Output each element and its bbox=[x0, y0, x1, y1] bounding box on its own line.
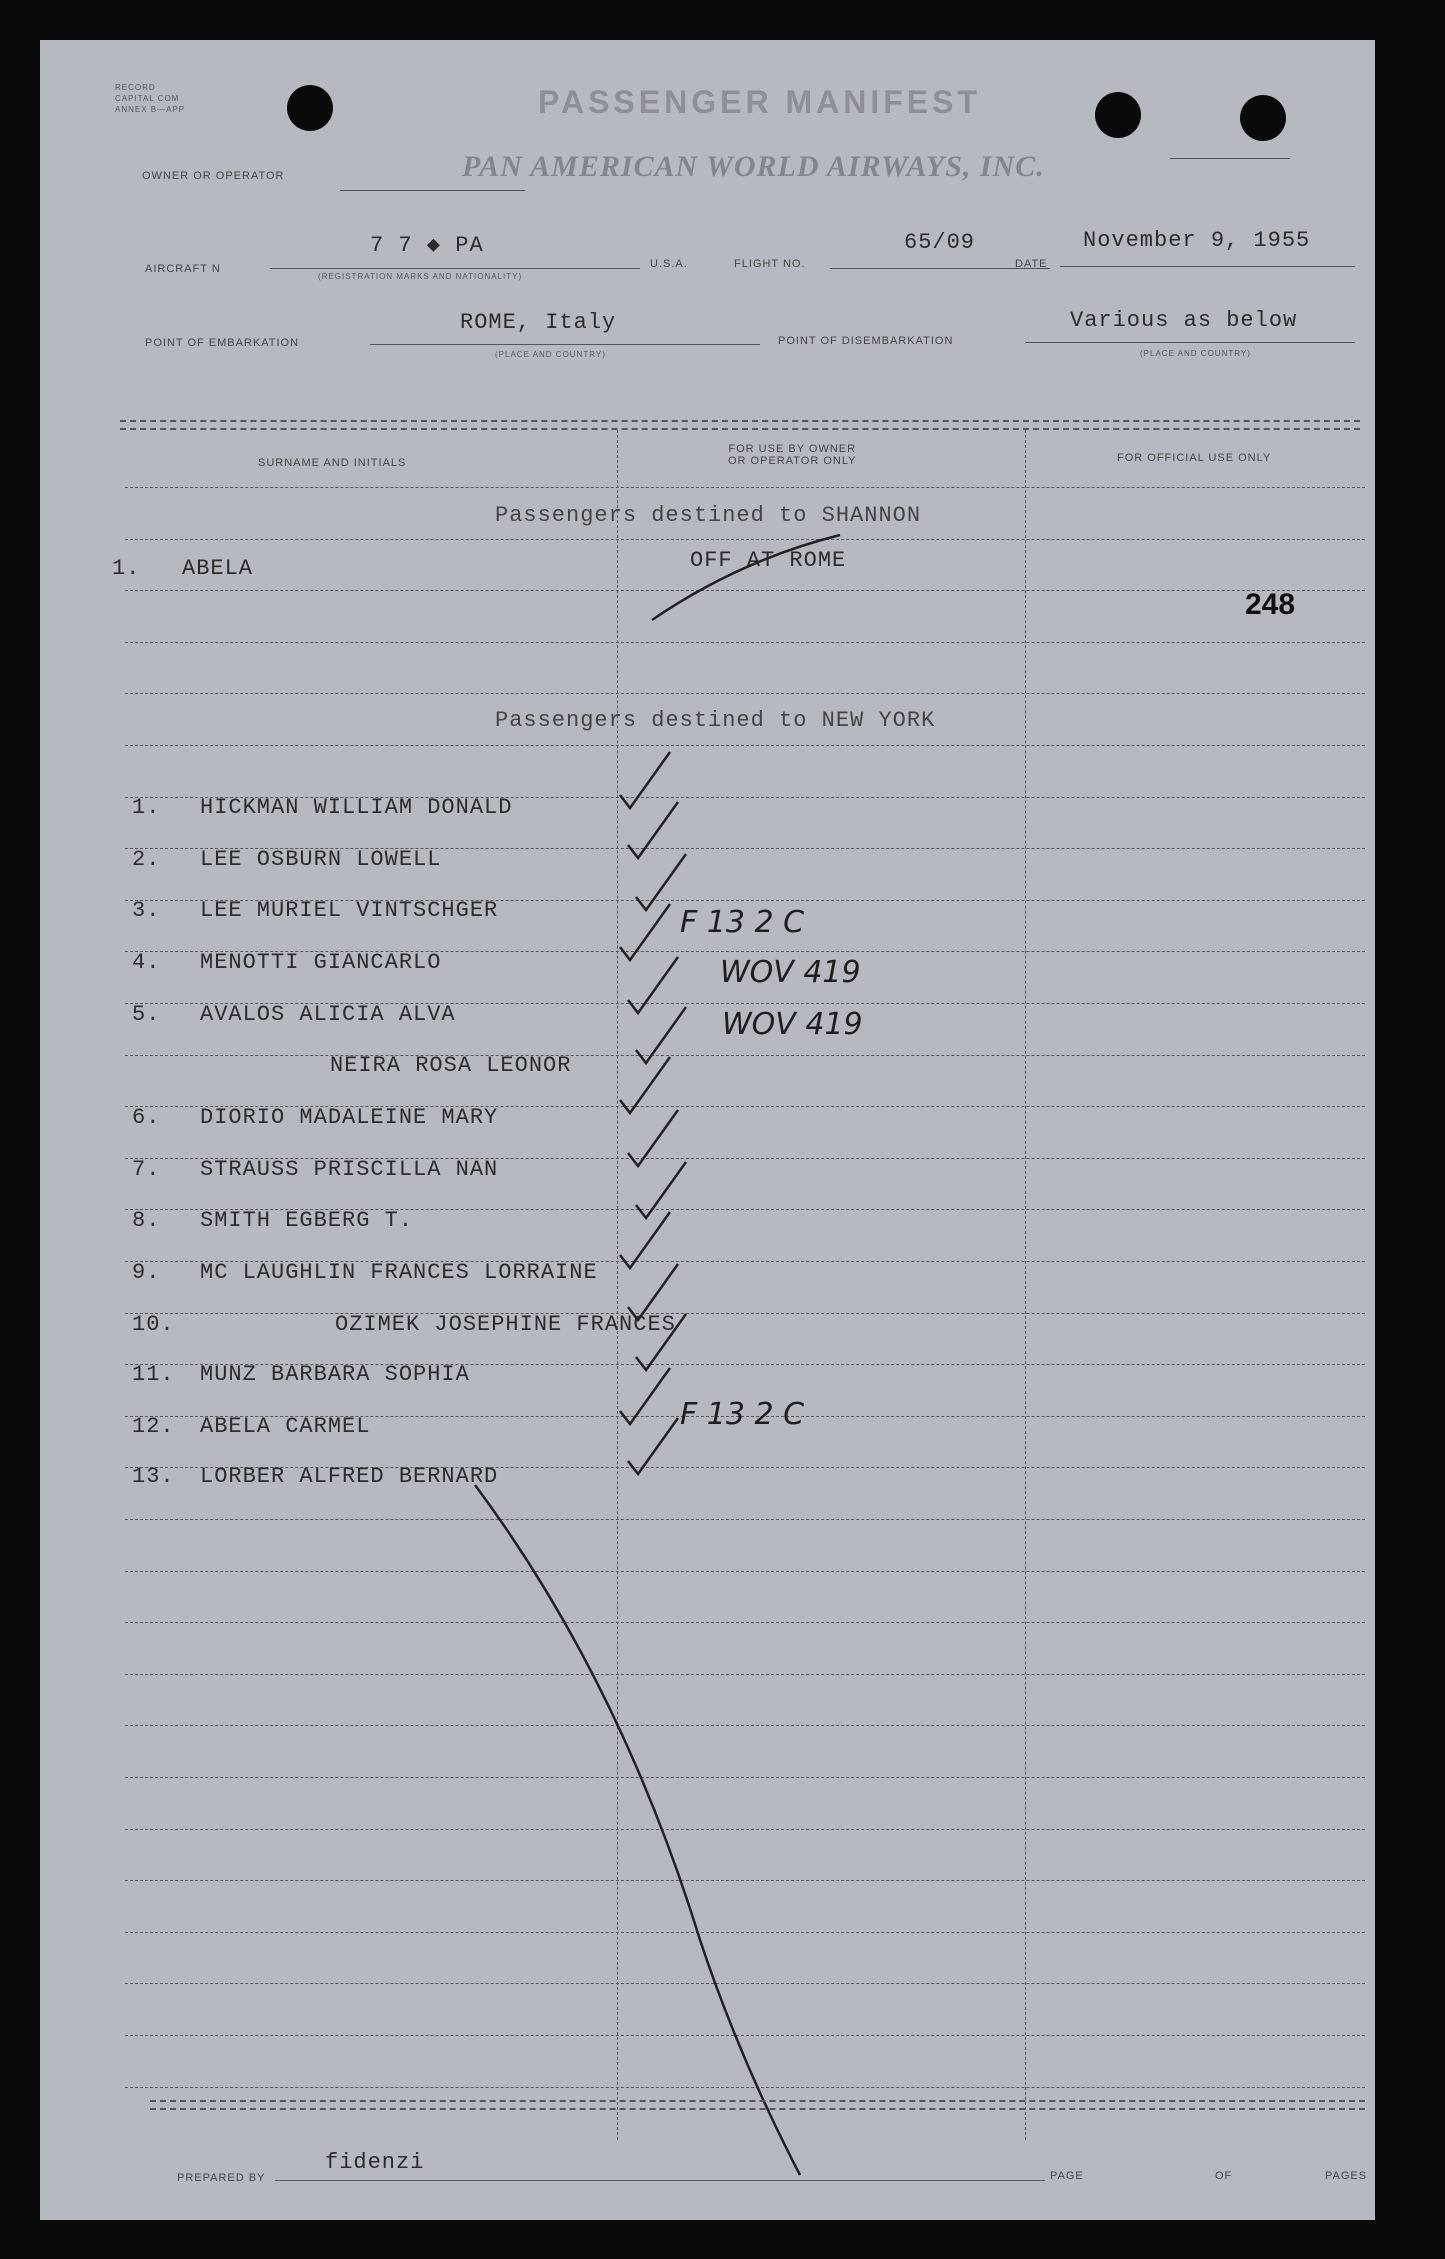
section-shannon-heading: Passengers destined to SHANNON bbox=[495, 503, 922, 528]
prepared-underline bbox=[275, 2180, 1045, 2181]
checkmark bbox=[620, 752, 670, 808]
passenger-number: 5. bbox=[132, 1002, 161, 1027]
aircraft-label: AIRCRAFT N bbox=[145, 263, 221, 275]
passenger-number: 1. bbox=[132, 795, 161, 820]
checkmark bbox=[620, 1368, 670, 1424]
passenger-number: 9. bbox=[132, 1260, 161, 1285]
passenger-name: OZIMEK JOSEPHINE FRANCES bbox=[335, 1312, 676, 1337]
passenger-number: 12. bbox=[132, 1414, 175, 1439]
col-owner-header-line: FOR USE BY OWNER bbox=[728, 443, 857, 455]
prepared-label: PREPARED BY bbox=[177, 2172, 266, 2184]
checkmark bbox=[636, 854, 686, 910]
pages-label: PAGES bbox=[1325, 2170, 1368, 2182]
section-newyork-heading: Passengers destined to NEW YORK bbox=[495, 708, 936, 733]
stamp-line: RECORD bbox=[115, 83, 156, 92]
checkmark bbox=[636, 1314, 686, 1370]
passenger-number: 7. bbox=[132, 1157, 161, 1182]
prepared-value: fidenzi bbox=[325, 2150, 425, 2175]
passenger-number: 4. bbox=[132, 950, 161, 975]
stamp-line: ANNEX B—APP bbox=[115, 105, 186, 114]
embark-label: POINT OF EMBARKATION bbox=[145, 337, 300, 349]
col-owner-header-line: OR OPERATOR ONLY bbox=[728, 455, 857, 467]
checkmark bbox=[620, 1057, 670, 1113]
handwriting-layer bbox=[40, 40, 1375, 2220]
passenger-name: LEE MURIEL VINTSCHGER bbox=[200, 898, 499, 923]
passenger-name: LORBER ALFRED BERNARD bbox=[200, 1464, 499, 1489]
stamp-line: CAPITAL COM bbox=[115, 94, 180, 103]
checkmark bbox=[620, 1212, 670, 1268]
of-label: OF bbox=[1215, 2170, 1233, 2182]
shannon-row-name: ABELA bbox=[182, 556, 254, 581]
checkmark bbox=[628, 802, 678, 858]
flight-label: FLIGHT NO. bbox=[734, 258, 806, 270]
passenger-name: DIORIO MADALEINE MARY bbox=[200, 1105, 499, 1130]
checkmark bbox=[628, 1110, 678, 1166]
date-label: DATE bbox=[1015, 258, 1048, 270]
handwritten-note-abela: F 13 2 C bbox=[680, 1397, 805, 1432]
passenger-name: MC LAUGHLIN FRANCES LORRAINE bbox=[200, 1260, 598, 1285]
handwritten-note-menotti: F 13 2 C bbox=[680, 905, 805, 940]
passenger-name: HICKMAN WILLIAM DONALD bbox=[200, 795, 513, 820]
passenger-number: 8. bbox=[132, 1208, 161, 1233]
table-bottom-rule bbox=[150, 2108, 1365, 2110]
page-number-stamp: 248 bbox=[1245, 588, 1296, 621]
checkmark bbox=[636, 1162, 686, 1218]
passenger-name: SMITH EGBERG T. bbox=[200, 1208, 414, 1233]
shannon-row-note: OFF AT ROME bbox=[690, 548, 847, 573]
shannon-row-number: 1. bbox=[112, 556, 141, 581]
place-label-2: (PLACE AND COUNTRY) bbox=[1140, 349, 1251, 358]
registration-label: (REGISTRATION MARKS AND NATIONALITY) bbox=[318, 272, 523, 281]
passenger-number: 6. bbox=[132, 1105, 161, 1130]
passenger-name: MUNZ BARBARA SOPHIA bbox=[200, 1362, 470, 1387]
passenger-name: NEIRA ROSA LEONOR bbox=[330, 1053, 572, 1078]
usa-label: U.S.A. bbox=[650, 258, 688, 270]
manifest-page bbox=[40, 40, 1375, 2220]
passenger-number: 13. bbox=[132, 1464, 175, 1489]
disembark-label: POINT OF DISEMBARKATION bbox=[778, 335, 954, 347]
table-bottom-rule bbox=[150, 2100, 1365, 2102]
checkmark bbox=[620, 904, 670, 960]
date-value: November 9, 1955 bbox=[1083, 228, 1311, 253]
passenger-name: ABELA CARMEL bbox=[200, 1414, 371, 1439]
passenger-name: STRAUSS PRISCILLA NAN bbox=[200, 1157, 499, 1182]
passenger-name: AVALOS ALICIA ALVA bbox=[200, 1002, 456, 1027]
passenger-name: LEE OSBURN LOWELL bbox=[200, 847, 442, 872]
handwritten-note-neira: WOV 419 bbox=[722, 1007, 863, 1042]
airline-name: PAN AMERICAN WORLD AIRWAYS, INC. bbox=[462, 150, 1045, 183]
passenger-number: 3. bbox=[132, 898, 161, 923]
handwritten-note-avalos: WOV 419 bbox=[720, 955, 861, 990]
checkmark bbox=[628, 1418, 678, 1474]
disembark-value: Various as below bbox=[1070, 308, 1298, 333]
checkmark bbox=[628, 1264, 678, 1320]
form-title: PASSENGER MANIFEST bbox=[538, 84, 981, 120]
passenger-name: MENOTTI GIANCARLO bbox=[200, 950, 442, 975]
passenger-number: 2. bbox=[132, 847, 161, 872]
flight-value: 65/09 bbox=[904, 230, 976, 255]
checkmark bbox=[628, 957, 678, 1013]
cancel-diagonal-line bbox=[475, 1485, 800, 2175]
checkmark bbox=[652, 535, 840, 620]
place-label-1: (PLACE AND COUNTRY) bbox=[495, 350, 606, 359]
passenger-number: 11. bbox=[132, 1362, 175, 1387]
checkmark bbox=[636, 1007, 686, 1063]
col-official-header: FOR OFFICIAL USE ONLY bbox=[1117, 452, 1272, 464]
embark-value: ROME, Italy bbox=[460, 310, 617, 335]
passenger-number: 10. bbox=[132, 1312, 175, 1337]
col-surname-header: SURNAME AND INITIALS bbox=[258, 457, 407, 469]
owner-label: OWNER OR OPERATOR bbox=[142, 170, 285, 182]
page-label: PAGE bbox=[1050, 2170, 1084, 2182]
aircraft-value: 7 7 ◆ PA bbox=[370, 233, 484, 258]
